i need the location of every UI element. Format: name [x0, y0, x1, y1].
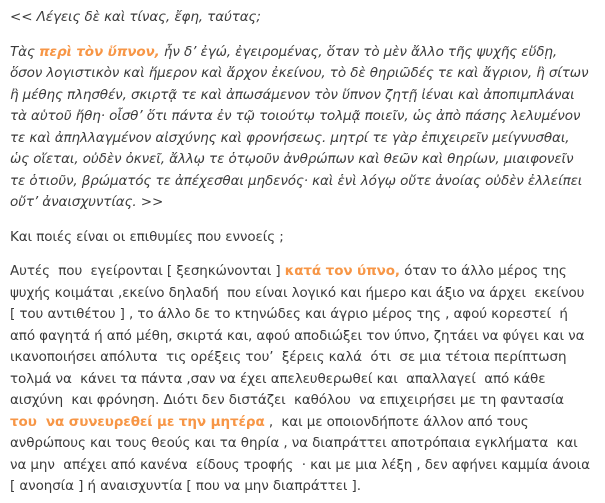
highlighted-phrase: περὶ τὸν ὕπνον, [38, 43, 160, 60]
modern-greek-question [10, 227, 592, 249]
ancient-greek-quote [10, 42, 592, 214]
text-segment: ἦν δ’ ἐγώ, ἐγειρομένας, ὅταν τὸ μὲν ἄλλο τῆς ψυχῆς εὕδῃ, ὅσον λογιστικὸν καὶ ἥμερον καὶ ἄρχον ἐκείνου, τὸ δὲ θηριῶδές τε καὶ ἄγριον, ἢ σίτων ἢ μέθης πλησθέν, σκιρτᾷ τε καὶ ἀπωσάμενον τὸν ὕπνον ζητῇ ἰέναι καὶ ἀποπιμπλάναι τὰ αὑτοῦ ἤθη· οἶσθ’ ὅτι πάντα ἐν τῷ τοιούτῳ τολμᾷ ποιεῖν, ὡς ἀπὸ πάσης λελυμένον τε καὶ ἀπηλλαγμένον αἰσχύνης καὶ φρονήσεως. μητρί τε γὰρ ἐπιχειρεῖν μείγνυσθαι, ὡς οἴεται, οὐδὲν ὀκνεῖ, ἄλλῳ τε ὁτῳοῦν ἀνθρώπων καὶ θεῶν καὶ θηρίων, μιαιφονεῖν τε ὁτιοῦν, βρώματός τε ἀπέχεσθαι μηδενός· καὶ ἑνὶ λόγῳ οὔτε ἀνοίας οὐδὲν ἐλλείπει οὔτ’ ἀναισχυντίας. >> [10, 43, 593, 210]
highlighted-phrase: του να συνευρεθεί με την μητέρα [10, 413, 265, 430]
text-segment: Και ποιές είναι οι επιθυμίες που εννοείς ; [10, 228, 284, 245]
text-segment: Αυτές που εγείρονται [ ξεσηκώνονται ] [10, 263, 285, 279]
text-segment: όταν το άλλο μέρος της ψυχής κοιμάται ,εκείνο δηλαδή που είναι λογικό και ήμερο και άξιο να άρχει εκείνου [ του αντιθέτου ] , το άλλο δε το κτηνώδες και άγριο μέρος της , αφού κορεστεί ή από φαγητά ή από μέθη, σκιρτά και, αφού αποδιώξει τον ύπνο, ζητάει να φύγει και να ικανοποιήσει απόλυτα τις ορέξεις του’ ξέρεις καλά ότι σε μια τέτοια περίπτωση τολμά να κάνει τα πάντα ,σαν να έχει απελευθερωθεί και απαλλαγεί από κάθε αισχύνη και φρόνηση. Διότι δεν διστάζει καθόλου να επιχειρήσει με τη φαντασία [10, 263, 589, 408]
text-segment: Τὰς [10, 43, 39, 60]
highlighted-phrase: κατά τον ύπνο, [284, 263, 400, 279]
modern-greek-translation [10, 261, 595, 498]
ancient-greek-question [10, 7, 592, 29]
text-segment: , και με οποιονδήποτε άλλον από τους ανθρώπους και τους θεούς και τα θηρία , να διαπράττει αποτρόπαια εγκλήματα και να μην απέχει από κανένα είδους τροφής · και με μια λέξη , δεν αφήνει καμμία άνοια [ ανοησία ] ή αναισχυντία [ που να μην διαπράττει ]. [10, 413, 595, 494]
text-segment: << Λέγεις δὲ καὶ τίνας, ἔφη, ταύτας; [10, 9, 261, 25]
